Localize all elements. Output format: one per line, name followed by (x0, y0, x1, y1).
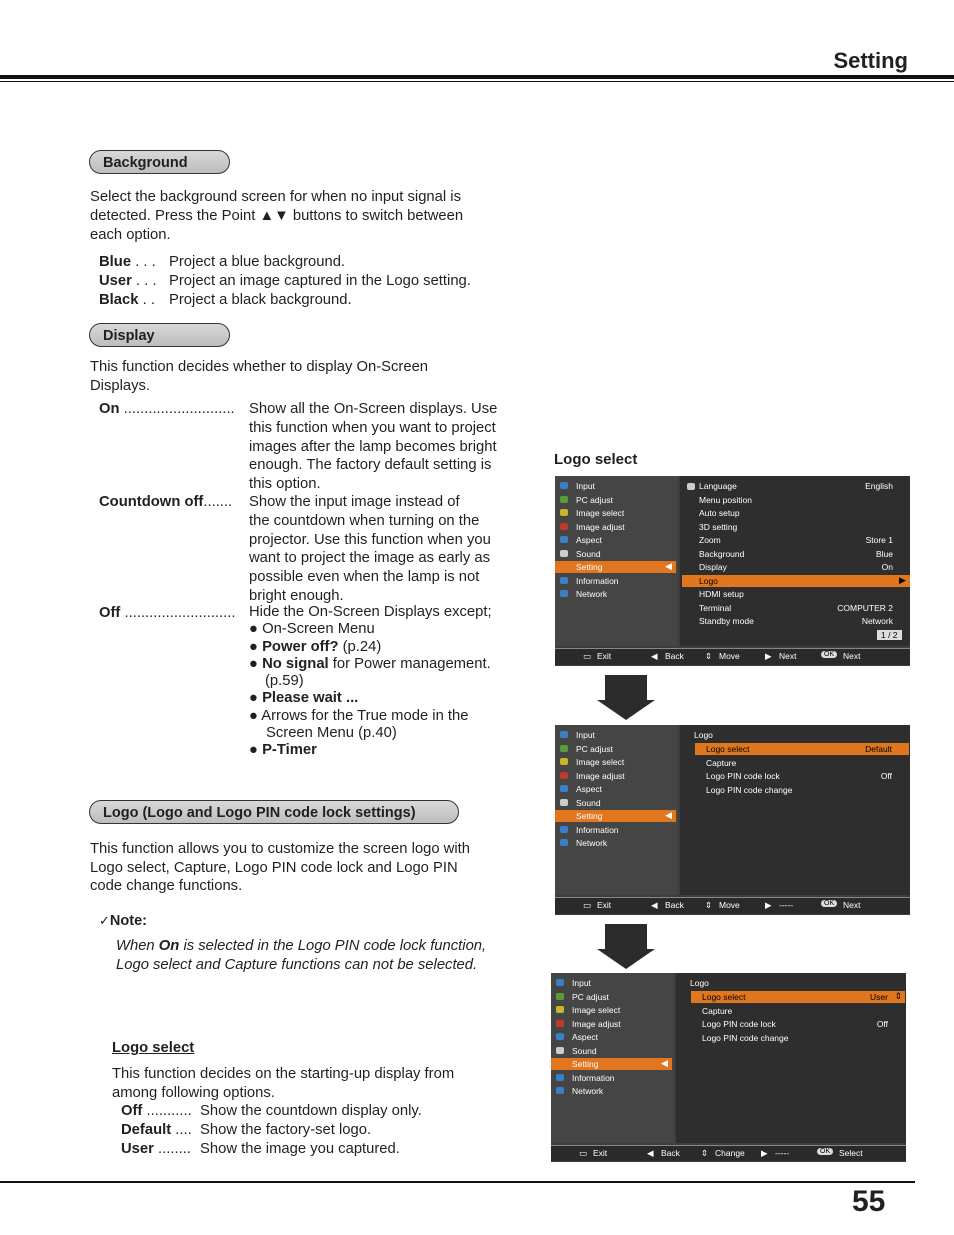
logo-option-default-desc: Show the factory-set logo. (200, 1122, 372, 1138)
osd-screen-logo-user (551, 973, 906, 1162)
osd-menu-item: Image select (576, 508, 625, 518)
logo-heading: Logo (Logo and Logo PIN code lock settings) (89, 800, 459, 824)
osd-bar-icon: ▶ (761, 1148, 768, 1158)
down-arrow-icon (597, 924, 655, 969)
osd-menu-item: Image adjust (576, 770, 625, 781)
osd-bar-icon: ▭ (583, 900, 592, 910)
menu-item-icon (556, 1047, 564, 1054)
osd-logo-label: Logo PIN code change (702, 1032, 789, 1043)
menu-item-icon (560, 563, 568, 570)
osd-bar-label: Next (843, 651, 861, 661)
logo-select-title: Logo select (112, 1040, 195, 1056)
osd-bar-label: Change (715, 1148, 745, 1158)
osd-setting-label: HDMI setup (699, 589, 744, 599)
menu-item-icon (560, 745, 568, 752)
osd-bar-label: Exit (597, 900, 612, 910)
osd-setting-label: Zoom (699, 535, 721, 545)
figure-caption: Logo select (554, 451, 638, 468)
osd-menu-item: Image select (572, 1005, 621, 1015)
chevron-left-icon: ◀ (661, 1058, 668, 1068)
display-on-desc: Show all the On-Screen displays. Use this function when you want to project images after the lamp becomes bright enough. The factory default setting is this option. (249, 401, 498, 493)
logo-select-intro: This function decides on the starting-up display from among following options. (112, 1066, 455, 1101)
logo-option-user-desc: Show the image you captured. (200, 1141, 400, 1157)
bullet-arrows: ● Arrows for the True mode in the (249, 707, 469, 724)
osd-logo-label: Capture (706, 757, 737, 768)
osd-menu-item: Image adjust (576, 521, 625, 532)
chevron-right-icon: ▶ (899, 574, 906, 585)
check-icon: ✓ (99, 913, 110, 928)
osd-menu-item: Setting (576, 811, 603, 821)
osd-setting-label: Logo (699, 575, 718, 586)
osd-menu-item: Aspect (576, 784, 602, 794)
osd-menu-item: Input (576, 730, 595, 740)
osd-bar-icon: ⇕ (705, 900, 713, 910)
menu-item-icon (556, 993, 564, 1000)
osd-menu-item: Information (572, 1072, 615, 1083)
menu-item-icon (560, 536, 568, 543)
osd-setting-value: COMPUTER 2 (837, 602, 893, 613)
osd-menu-item: Network (572, 1086, 604, 1096)
background-option-black: Black . . (99, 292, 155, 308)
osd-menu-item: Aspect (576, 535, 602, 545)
menu-item-icon (560, 731, 568, 738)
osd-setting-value: Network (861, 616, 893, 626)
menu-item-icon (556, 1074, 564, 1081)
menu-item-icon (560, 509, 568, 516)
menu-item-icon (560, 772, 568, 779)
display-heading: Display (89, 323, 230, 347)
bullet-on-screen-menu: ● On-Screen Menu (249, 621, 375, 638)
osd-bar-label: Exit (597, 651, 612, 661)
osd-bar-label: Exit (593, 1148, 608, 1158)
osd-menu-item: Input (572, 978, 591, 988)
osd-menu-item: PC adjust (572, 991, 609, 1002)
osd-menu-item: Aspect (572, 1032, 598, 1042)
osd-menu-highlight (555, 810, 676, 822)
osd-bar-label: Back (665, 651, 684, 661)
osd-screen-logo-default (555, 725, 910, 915)
osd-menu-item: Network (576, 838, 608, 848)
page-number: 55 (852, 1185, 886, 1218)
logo-option-default: Default .... (121, 1122, 192, 1138)
osd-logo-value: Off (880, 771, 892, 781)
menu-item-icon (556, 1006, 564, 1013)
osd-menu-item: Input (576, 481, 595, 491)
osd-logo-value: User (870, 992, 888, 1002)
osd-menu-item: Setting (576, 562, 603, 572)
background-option-black-desc: Project a black background. (169, 292, 352, 308)
bullet-no-signal: ● No signal for Power management. (249, 655, 491, 672)
ok-button-icon: OK (821, 651, 837, 658)
chevron-left-icon: ◀ (665, 810, 672, 820)
menu-item-icon (560, 550, 568, 557)
osd-bar-label: Next (843, 900, 861, 910)
osd-bar-label: ----- (775, 1148, 790, 1158)
osd-submenu-title: Logo (690, 978, 709, 988)
note-heading: ✓Note: (99, 913, 147, 929)
osd-setting-label: 3D setting (699, 521, 738, 532)
osd-setting-value: Blue (875, 548, 893, 559)
display-off-term: Off ........................... (99, 605, 236, 621)
osd-logo-label: Logo PIN code change (706, 784, 793, 795)
display-countdown-term: Countdown off....... (99, 494, 233, 510)
page-header-title: Setting (833, 48, 908, 73)
menu-item-icon (560, 839, 568, 846)
menu-item-icon (560, 496, 568, 503)
bullet-power-off: ● Power off? (p.24) (249, 638, 382, 655)
osd-setting-value: English (865, 481, 893, 491)
down-arrow-icon (597, 675, 655, 720)
background-intro: Select the background screen for when no input signal is detected. Press the Point ▲▼ buttons to switch between each option. (90, 189, 464, 243)
osd-menu-item: Information (576, 824, 619, 835)
menu-item-icon (560, 577, 568, 584)
menu-item-icon (560, 785, 568, 792)
osd-bar-label: Select (839, 1148, 863, 1158)
footer-rule (0, 1181, 915, 1183)
osd-setting-label: Standby mode (699, 616, 754, 626)
menu-item-icon (560, 523, 568, 530)
menu-item-icon (556, 1060, 564, 1067)
osd-menu-item: PC adjust (576, 494, 613, 505)
setting-icon (687, 483, 695, 490)
menu-item-icon (560, 482, 568, 489)
background-heading: Background (89, 150, 230, 174)
osd-bar-label: Back (665, 900, 684, 910)
osd-logo-label: Logo select (702, 992, 746, 1002)
osd-menu-highlight (555, 561, 676, 573)
up-down-icon: ⇕ (894, 991, 902, 1001)
osd-setting-label: Background (699, 548, 745, 559)
osd-menu-item: Network (576, 589, 608, 599)
menu-item-icon (560, 799, 568, 806)
osd-setting-value: Store 1 (865, 535, 893, 545)
osd-bar-icon: ⇕ (701, 1148, 709, 1158)
background-option-blue: Blue . . . (99, 254, 156, 270)
osd-logo-label: Capture (702, 1005, 733, 1016)
osd-setting-label: Language (699, 481, 737, 491)
background-option-blue-desc: Project a blue background. (169, 254, 346, 270)
menu-item-icon (556, 1087, 564, 1094)
osd-bar-icon: ▶ (765, 651, 772, 661)
osd-bar-label: ----- (779, 900, 794, 910)
osd-bar-icon: ◀ (651, 651, 658, 661)
osd-bar-label: Move (719, 900, 740, 910)
osd-bar-icon: ▶ (765, 900, 772, 910)
osd-menu-item: Sound (576, 548, 601, 559)
osd-setting-label: Display (699, 562, 727, 572)
menu-item-icon (556, 979, 564, 986)
ok-button-icon: OK (817, 1148, 833, 1155)
osd-bar-label: Next (779, 651, 797, 661)
bullet-please-wait: ● Please wait ... (249, 690, 359, 707)
osd-menu-item: Information (576, 575, 619, 586)
osd-menu-item: PC adjust (576, 743, 613, 754)
background-option-user-desc: Project an image captured in the Logo setting. (169, 273, 471, 289)
osd-logo-label: Logo select (706, 744, 750, 754)
osd-logo-label: Logo PIN code lock (706, 771, 780, 781)
chevron-left-icon: ◀ (665, 561, 672, 571)
osd-logo-label: Logo PIN code lock (702, 1019, 776, 1029)
background-option-user: User . . . (99, 273, 157, 289)
osd-bar-icon: ▭ (579, 1148, 588, 1158)
header-rule (0, 75, 954, 79)
display-intro: This function decides whether to display On-Screen Displays. (90, 359, 429, 394)
osd-bar-icon: ◀ (651, 900, 658, 910)
osd-bar-icon: ▭ (583, 651, 592, 661)
ok-button-icon: OK (821, 900, 837, 907)
osd-menu-highlight (551, 1058, 672, 1070)
bullet-p-timer: ● P-Timer (249, 742, 317, 759)
osd-menu-item: Image select (576, 757, 625, 767)
osd-logo-value: Default (865, 744, 892, 754)
logo-intro: This function allows you to customize the screen logo with Logo select, Capture, Logo PIN code lock and Logo PIN code change functions. (90, 841, 470, 894)
osd-menu-item: Sound (576, 797, 601, 808)
osd-logo-value: Off (876, 1019, 888, 1029)
osd-menu-item: Sound (572, 1045, 597, 1056)
header-rule-thin (0, 81, 954, 82)
display-on-term: On ........................... (99, 401, 235, 417)
menu-item-icon (560, 758, 568, 765)
osd-setting-label: Auto setup (699, 508, 740, 518)
osd-page-indicator: 1 / 2 (877, 630, 902, 640)
logo-option-off-desc: Show the countdown display only. (200, 1103, 422, 1119)
osd-setting-value: On (881, 562, 893, 572)
osd-bar-label: Back (661, 1148, 680, 1158)
menu-item-icon (560, 812, 568, 819)
osd-menu-item: Image adjust (572, 1018, 621, 1029)
menu-item-icon (560, 590, 568, 597)
osd-setting-label: Terminal (699, 602, 732, 613)
display-countdown-desc: Show the input image instead of the countdown when turning on the projector. Use this function when you want to project the image as early as possible even when the lamp is not bright enough. (249, 494, 491, 604)
osd-bar-icon: ◀ (647, 1148, 654, 1158)
menu-item-icon (560, 826, 568, 833)
osd-submenu-title: Logo (694, 730, 713, 740)
menu-item-icon (556, 1020, 564, 1027)
logo-option-off: Off ........... (121, 1103, 192, 1119)
osd-bar-label: Move (719, 651, 740, 661)
logo-option-user: User ........ (121, 1141, 191, 1157)
osd-bar-icon: ⇕ (705, 651, 713, 661)
menu-item-icon (556, 1033, 564, 1040)
osd-setting-label: Menu position (699, 494, 752, 505)
display-off-desc: Hide the On-Screen Displays except; ● On-Screen Menu ● Power off? (p.24) ● No signal for Power management. (p.59) ● Please wait ... ● Arrows for the True mode in the Screen Menu (p.40) ● P-Timer (249, 604, 524, 760)
note-text: When On is selected in the Logo PIN code lock function, Logo select and Capture functions can not be selected. (116, 938, 487, 973)
osd-screen-setting (555, 476, 910, 666)
osd-menu-item: Setting (572, 1059, 599, 1069)
